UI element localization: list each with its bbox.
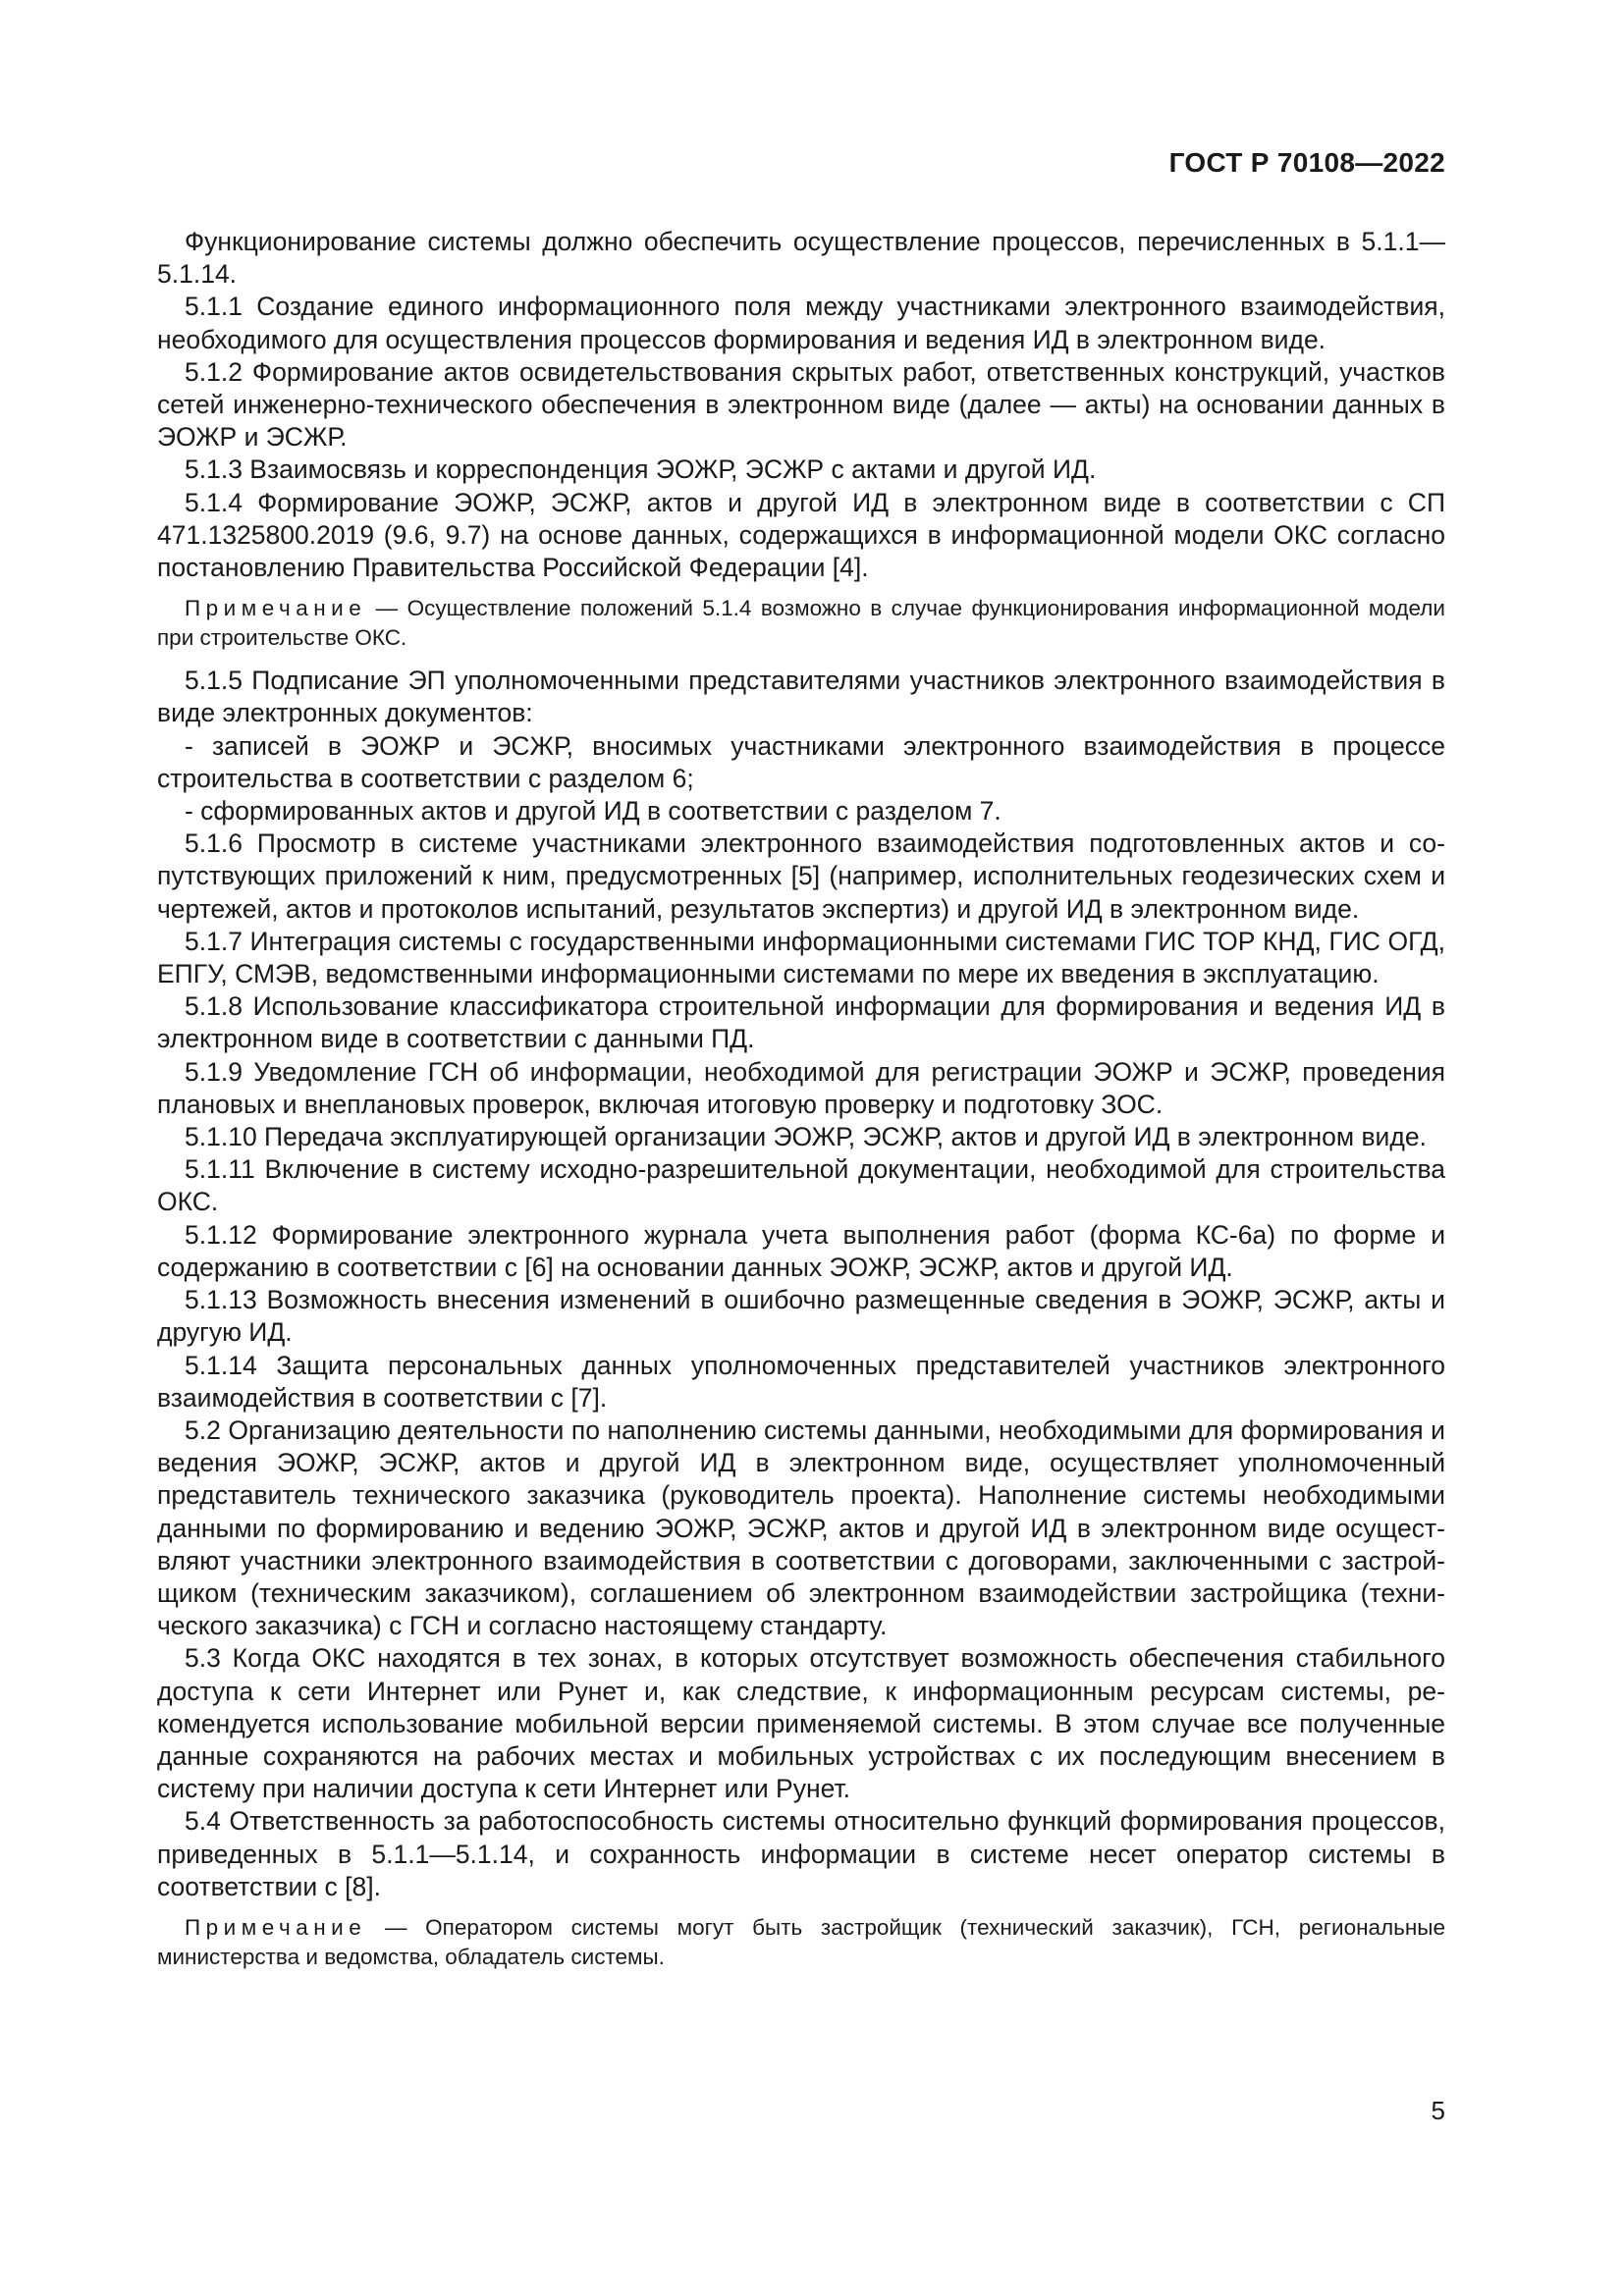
note-1 (157, 594, 1445, 653)
paragraph-5-1-3: 5.1.3 Взаимосвязь и корреспонденция ЭОЖР, ЭСЖР с актами и другой ИД. (185, 454, 1097, 485)
paragraph-5-1-14: 5.1.14 Защита персональных данных уполномоченных представителей участников электронного взаимодействия в соответствии с [7]. (157, 1350, 1445, 1413)
paragraph-5-1-5: 5.1.5 Подписание ЭП уполномоченными представителями участников электронного взаимодействия в виде электронных документов: (157, 666, 1445, 728)
page-number: 5 (1431, 2096, 1445, 2125)
note-2 (157, 1913, 1445, 1972)
list-item-5-1-5-a: - записей в ЭОЖР и ЭСЖР, вносимых участниками электронного взаимодействия в процессе строительства в соответствии с разделом 6; (157, 730, 1445, 793)
note-1-label: Примечание (185, 596, 367, 621)
paragraph-5-1-2: 5.1.2 Формирование актов освидетельствования скрытых работ, ответственных конструкций, участков сетей инженерно-технического обеспечения в электронном виде (далее — акты) на основании данных в ЭОЖР и ЭСЖР. (157, 356, 1445, 453)
document-code: ГОСТ Р 70108—2022 (1168, 147, 1445, 178)
list-item-5-1-5-b: - сформированных актов и другой ИД в соответствии с разделом 7. (185, 796, 1001, 827)
paragraph-5-1-8: 5.1.8 Использование классификатора строительной информации для формирования и ведения ИД в электронном виде в соответствии с данными ПД. (157, 991, 1445, 1054)
paragraph-5-1-11: 5.1.11 Включение в систему исходно-разрешительной документации, необходимой для строительства ОКС. (157, 1154, 1445, 1217)
paragraph-5-3: 5.3 Когда ОКС находятся в тех зонах, в которых отсутствует возможность обеспечения стабильного доступа к сети Интернет или Рунет и, как следствие, к информационным ресурсам системы, рекомендуется использование мобильной версии применяемой системы. В этом случае все полученные данные сохраняются на рабочих местах и мобильных устройствах с их последующим внесением в систему при наличии доступа к сети Интернет или Рунет. (157, 1643, 1445, 1804)
note-2-text: — Оператором системы могут быть застройщик (технический заказчик), ГСН, региональные министерства и ведомства, обладатель системы. (157, 1914, 1445, 1969)
paragraph-5-1-6: 5.1.6 Просмотр в системе участниками электронного взаимодействия подготовленных актов и сопутствующих приложений к ним, предусмотренных [5] (например, исполнительных геодезических схем и чертежей, актов и протоколов испытаний, результатов экспертиз) и другой ИД в электронном виде. (157, 828, 1445, 924)
paragraph-5-1-4: 5.1.4 Формирование ЭОЖР, ЭСЖР, актов и другой ИД в электронном виде в соответствии с СП 471.1325800.2019 (9.6, 9.7) на основе данных, содержащихся в информационной модели ОКС согласно постановлению Правительства Российской Федерации [4]. (157, 487, 1445, 583)
paragraph-5-4: 5.4 Ответственность за работоспособность системы относительно функций формирования процессов, приведенных в 5.1.1—5.1.14, и сохранность информации в системе несет оператор системы в соответствии с [8]. (157, 1806, 1445, 1901)
paragraph-5-1-7: 5.1.7 Интеграция системы с государственными информационными системами ГИС ТОР КНД, ГИС ОГД, ЕПГУ, СМЭВ, ведомственными информационными системами по мере их введения в эксплуатацию. (157, 926, 1445, 989)
paragraph-intro: Функционирование системы должно обеспечить осуществление процессов, перечисленных в 5.1.1—5.1.14. (157, 227, 1445, 290)
paragraph-5-1-13: 5.1.13 Возможность внесения изменений в ошибочно размещенные сведения в ЭОЖР, ЭСЖР, акты и другую ИД. (157, 1285, 1445, 1348)
paragraph-5-1-9: 5.1.9 Уведомление ГСН об информации, необходимой для регистрации ЭОЖР и ЭСЖР, проведения плановых и внеплановых проверок, включая итоговую проверку и подготовку ЗОС. (157, 1056, 1445, 1119)
paragraph-5-1-1: 5.1.1 Создание единого информационного поля между участниками электронного взаимодействия, необходимого для осуществления процессов формирования и ведения ИД в электронном виде. (157, 292, 1445, 354)
paragraph-5-2: 5.2 Организацию деятельности по наполнению системы данными, необходимыми для формирования и ведения ЭОЖР, ЭСЖР, актов и другой ИД в электронном виде, осуществляет уполномоченный представитель технического заказчика (руководитель проекта). Наполнение системы необходимыми данными по формированию и ведению ЭОЖР, ЭСЖР, актов и другой ИД в электронном виде осуществляют участники электронного взаимодействия в соответствии с договорами, заключенными с застройщиком (техническим заказчиком), соглашением об электронном взаимодействии застройщика (технического заказчика) с ГСН и согласно настоящему стандарту. (157, 1415, 1445, 1641)
paragraph-5-1-12: 5.1.12 Формирование электронного журнала учета выполнения работ (форма КС-6а) по форме и содержанию в соответствии с [6] на основании данных ЭОЖР, ЭСЖР, актов и другой ИД. (157, 1219, 1445, 1282)
paragraph-5-1-10: 5.1.10 Передача эксплуатирующей организации ЭОЖР, ЭСЖР, актов и другой ИД в электронном виде. (185, 1122, 1427, 1152)
note-2-label: Примечание (185, 1914, 367, 1940)
document-body (157, 226, 1445, 1984)
note-1-text: — Осуществление положений 5.1.4 возможно в случае функционирования информационной модели при строительстве ОКС. (157, 596, 1445, 651)
